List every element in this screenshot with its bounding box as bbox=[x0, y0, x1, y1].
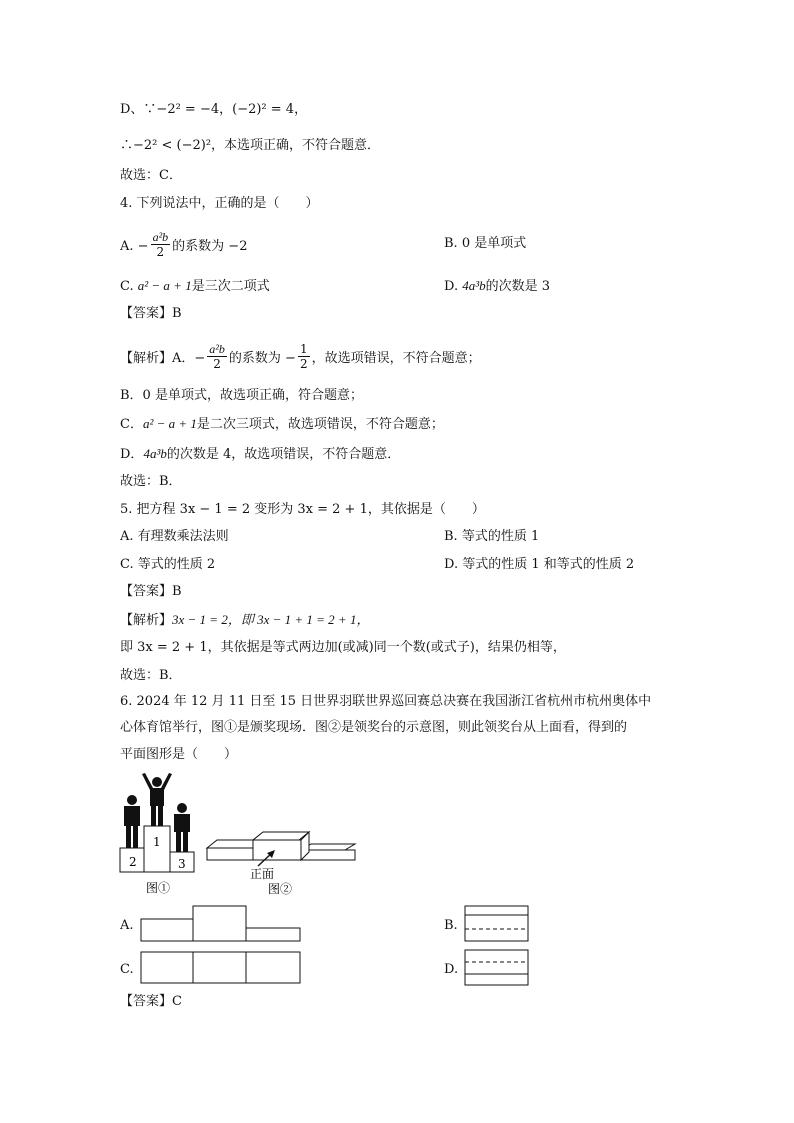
q5-analysis-1: 【解析】3x − 1 = 2，即 3x − 1 + 1 = 2 + 1， bbox=[120, 612, 370, 628]
q6-option-c-figure bbox=[140, 951, 302, 985]
q6-option-a-figure bbox=[140, 904, 302, 944]
q6-option-b-label: B. bbox=[444, 918, 458, 933]
q6-answer: 【答案】C bbox=[120, 994, 182, 1009]
q6-option-b-figure bbox=[464, 905, 530, 943]
q5-analysis-2: 即 3x = 2 + 1，其依据是等式两边加(或减)同一个数(或式子)，结果仍相等， bbox=[120, 640, 566, 655]
figure-2-caption: 图② bbox=[268, 882, 293, 896]
podium-label-2: 2 bbox=[129, 855, 137, 869]
q4-stem: 4. 下列说法中，正确的是（ ） bbox=[120, 196, 319, 211]
front-label: 正面 bbox=[250, 867, 275, 881]
figure-1-caption: 图① bbox=[146, 881, 171, 895]
q4-analysis-c: C．a² − a + 1是二次三项式，故选项错误，不符合题意； bbox=[120, 416, 444, 432]
q5-option-a: A. 有理数乘法法则 bbox=[120, 529, 229, 544]
q4-answer: 【答案】B bbox=[120, 306, 182, 321]
figure-1-award-podium bbox=[120, 773, 194, 895]
q3-conclusion: 故选：C． bbox=[120, 168, 182, 183]
q4-option-b: B. 0 是单项式 bbox=[444, 236, 527, 251]
podium-label-3: 3 bbox=[178, 857, 186, 871]
q4-option-d: D. 4a³b的次数是 3 bbox=[444, 278, 551, 294]
q4-analysis-a: 【解析】A．− $\frac{\text{a²b}}{2}$ 的系数为 − $\frac{1}{2}$ ，故选项错误，不符合题意； bbox=[120, 342, 481, 371]
q6-figures bbox=[115, 770, 365, 900]
q5-answer: 【答案】B bbox=[120, 584, 182, 599]
q6-option-a-label: A. bbox=[120, 918, 134, 933]
q4-analysis-d: D．4a³b的次数是 4，故选项错误，不符合题意． bbox=[120, 446, 401, 462]
q6-stem-line-2: 心体育馆举行，图①是颁奖现场．图②是领奖台的示意图，则此领奖台从上面看，得到的 bbox=[120, 720, 628, 735]
q5-option-b: B. 等式的性质 1 bbox=[444, 529, 540, 544]
q6-stem-line-3: 平面图形是（ ） bbox=[120, 747, 238, 762]
q4-conclusion: 故选：B． bbox=[120, 474, 182, 489]
q6-option-d-figure bbox=[464, 949, 530, 987]
person-silhouette-center-icon bbox=[142, 773, 172, 826]
q4-option-a: A. − $\frac{\text{a²b}}{2}$ 的系数为 −2 bbox=[120, 230, 248, 259]
q5-conclusion: 故选：B． bbox=[120, 668, 182, 683]
podium-label-1: 1 bbox=[153, 835, 161, 849]
figure-2-podium-diagram bbox=[207, 832, 355, 866]
q6-stem-line-1: 6. 2024 年 12 月 11 日至 15 日世界羽联世界巡回赛总决赛在我国浙江省杭州市杭州奥体中 bbox=[120, 694, 652, 709]
q5-stem: 5. 把方程 3x − 1 = 2 变形为 3x = 2 + 1，其依据是（ ） bbox=[120, 502, 485, 517]
q6-option-d-label: D. bbox=[444, 962, 459, 977]
person-silhouette-right-icon bbox=[174, 803, 190, 852]
q5-option-c: C. 等式的性质 2 bbox=[120, 557, 216, 572]
q5-option-d: D. 等式的性质 1 和等式的性质 2 bbox=[444, 557, 635, 572]
q3-solution-d-line-2: ∴−2² < (−2)²，本选项正确，不符合题意． bbox=[120, 138, 381, 153]
q4-option-c: C. a² − a + 1是三次二项式 bbox=[120, 278, 270, 294]
q3-solution-d-line-1: D、∵−2² = −4，(−2)² = 4， bbox=[120, 102, 308, 117]
q4-analysis-b: B．0 是单项式，故选项正确，符合题意； bbox=[120, 388, 363, 403]
q6-option-c-label: C. bbox=[120, 962, 134, 977]
person-silhouette-left-icon bbox=[124, 795, 140, 848]
